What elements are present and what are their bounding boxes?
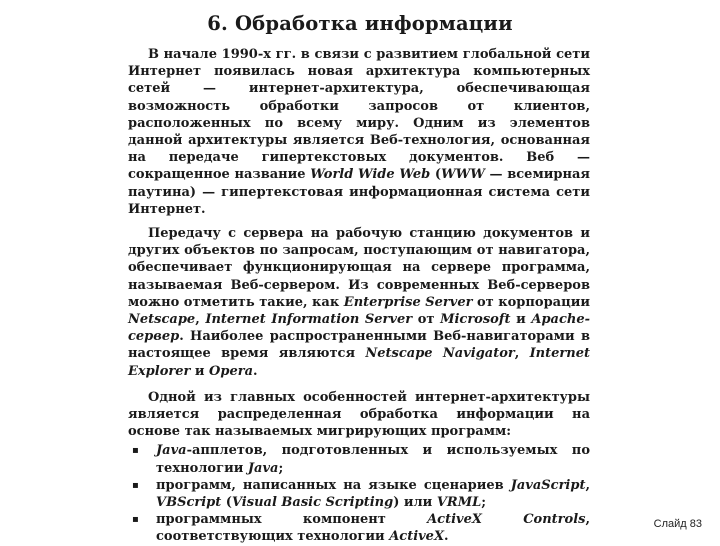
text-run: и [510, 312, 532, 328]
text-run: . [444, 529, 449, 545]
text-run: , [585, 477, 590, 493]
text-run: VRML [436, 495, 482, 511]
text-run: , [195, 312, 206, 328]
bullet-icon: ▪ [132, 479, 139, 491]
page-title: 6. Обработка информации [207, 12, 513, 35]
text-run: , соответствующих технологии [156, 512, 590, 545]
text-run: В начале 1990-х гг. в связи с развитием глобальной сети Интернет появилась новая архитектура компьютерных сетей — интернет-архитектура, обеспечивающая возможность обработки запросов от клиентов, расположенных по всему миру. Одним из элементов данной архитектуры является Веб-технология, основанная на передаче гипертекстовых документов. Веб — сокращенное название [128, 47, 590, 183]
text-run: от [412, 312, 441, 328]
text-run: -апплетов, подготовленных и используемых по технологии [156, 443, 590, 476]
bullet-icon: ▪ [132, 514, 139, 526]
text-run: , [514, 346, 530, 362]
text-run: Internet Information Server [205, 312, 413, 328]
text-run: программ, написанных на языке сценариев [156, 477, 511, 493]
text-run: и [190, 363, 210, 379]
text-run: Enterprise Server [343, 294, 473, 310]
text-run: ( [430, 167, 442, 183]
text-run: Netscape [128, 312, 196, 328]
bullet-icon: ▪ [132, 445, 139, 457]
text-run: ; [481, 495, 487, 511]
text-run: World Wide Web [310, 167, 431, 183]
text-run: Opera [209, 363, 253, 379]
list-item [128, 477, 590, 511]
text-run: Одной из главных особенностей интернет-архитектуры является распределенная обработка информации на основе так называемых мигрирующих программ: [128, 389, 590, 440]
text-run: от корпорации [472, 294, 590, 310]
text-run: Visual Basic Scripting [231, 495, 394, 511]
list-item [128, 511, 590, 545]
paragraph-1 [128, 46, 590, 218]
text-run: ActiveX [389, 529, 445, 545]
text-run: ) или [393, 495, 437, 511]
text-run: Netscape Navigator [365, 346, 515, 362]
text-run: Java [247, 460, 279, 476]
text-run: Microsoft [440, 312, 511, 328]
paragraph-2 [128, 225, 590, 380]
paragraph-3 [128, 389, 590, 441]
text-run: Internet Explorer [128, 346, 590, 379]
text-run: WWW [441, 167, 485, 183]
text-run: Apache-сервер [128, 312, 591, 345]
text-run: VBScript [156, 495, 222, 511]
text-run: ActiveX Controls [427, 512, 586, 528]
document-body [128, 46, 590, 546]
text-run: . [253, 363, 258, 379]
text-run: ; [278, 460, 284, 476]
text-run: . Наиболее распространенными Веб-навигаторами в настоящее время являются [128, 329, 590, 362]
text-run: — всемирная паутина) — гипертекстовая информационная система сети Интернет. [128, 167, 591, 217]
text-run: ( [221, 495, 232, 511]
bullet-list [128, 442, 590, 545]
text-run: Передачу с сервера на рабочую станцию документов и других объектов по запросам, поступающим от навигатора, обеспечивает функционирующая на сервере программа, называемая Веб-сервером. Из современных Веб-серверов можно отметить такие, как [128, 226, 590, 310]
list-item [128, 442, 590, 476]
slide-number: Слайд 83 [653, 518, 702, 530]
text-run: Java [156, 443, 187, 459]
text-run: программных компонент [156, 512, 428, 528]
text-run: JavaScript [510, 477, 586, 493]
